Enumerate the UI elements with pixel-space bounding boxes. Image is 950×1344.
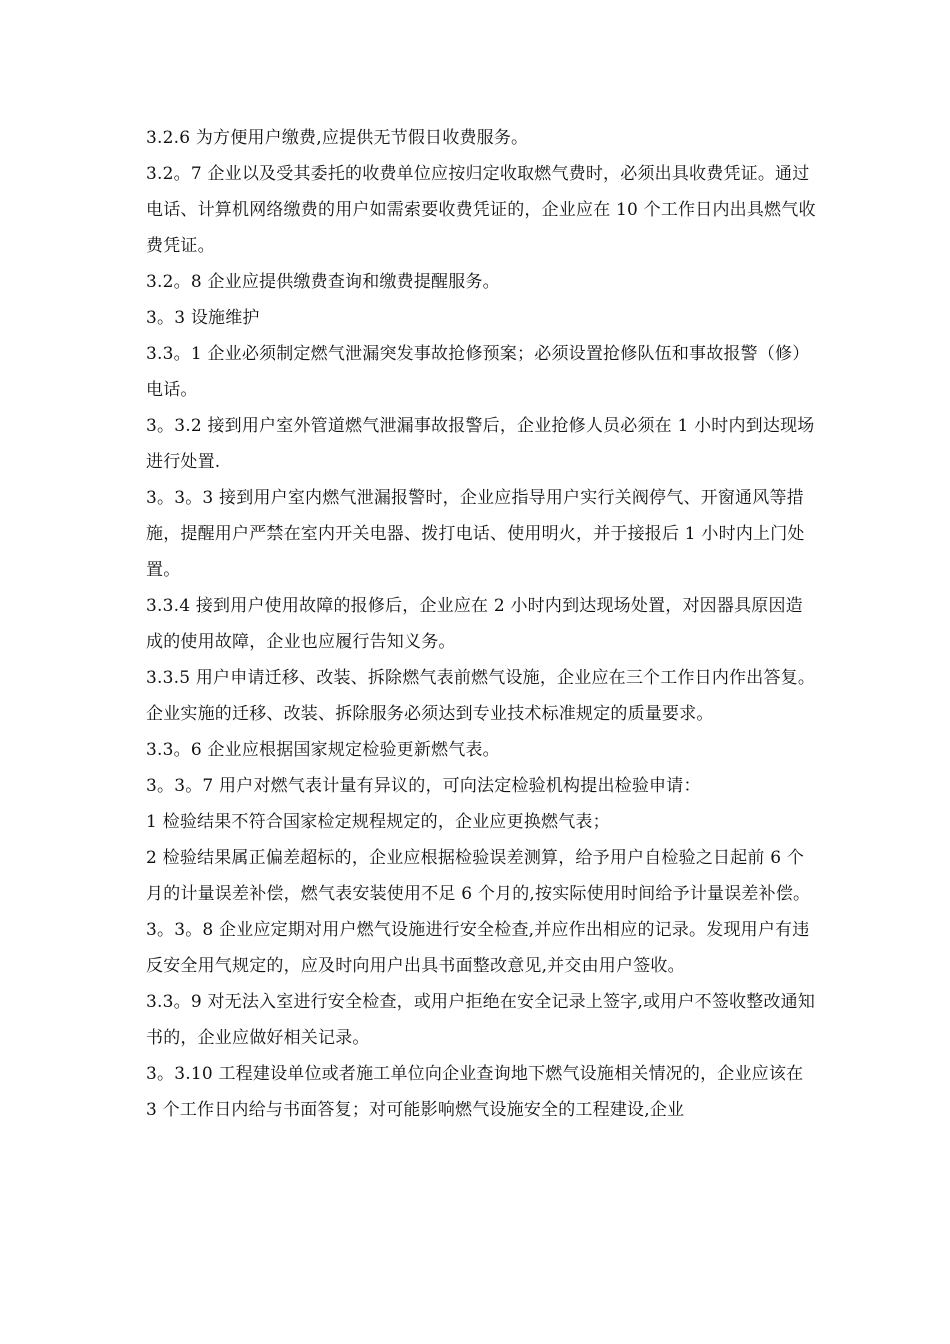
section-heading-3-3: 3。3 设施维护 [146, 308, 260, 328]
document-body [146, 120, 818, 1128]
list-item-2: 2 检验结果属正偏差超标的，企业应根据检验误差测算，给予用户自检验之日起前 6 个月的计量误差补偿，燃气表安装使用不足 6 个月的,按实际使用时间给予计量误差补偿。 [146, 848, 811, 904]
paragraph-3-2-8: 3.2。8 企业应提供缴费查询和缴费提醒服务。 [146, 272, 500, 292]
paragraph-3-2-7: 3.2。7 企业以及受其委托的收费单位应按归定收取燃气费时，必须出具收费凭证。通过电话、计算机网络缴费的用户如需索要收费凭证的，企业应在 10 个工作日内出具燃气收费凭证。 [146, 164, 816, 256]
paragraph-3-3-10: 3。3.10 工程建设单位或者施工单位向企业查询地下燃气设施相关情况的，企业应该在 3 个工作日内给与书面答复；对可能影响燃气设施安全的工程建设,企业 [146, 1064, 804, 1120]
paragraph-3-3-5: 3.3.5 用户申请迁移、改装、拆除燃气表前燃气设施，企业应在三个工作日内作出答复。企业实施的迁移、改装、拆除服务必须达到专业技术标准规定的质量要求。 [146, 668, 816, 724]
paragraph-3-3-7: 3。3。7 用户对燃气表计量有异议的，可向法定检验机构提出检验申请： [146, 776, 701, 796]
paragraph-3-3-3: 3。3。3 接到用户室内燃气泄漏报警时，企业应指导用户实行关阀停气、开窗通风等措施，提醒用户严禁在室内开关电器、拨打电话、使用明火，并于接报后 1 小时内上门处置。 [146, 488, 805, 580]
list-item-1: 1 检验结果不符合国家检定规程规定的，企业应更换燃气表； [146, 812, 610, 832]
paragraph-3-3-2: 3。3.2 接到用户室外管道燃气泄漏事故报警后，企业抢修人员必须在 1 小时内到达现场进行处置. [146, 416, 815, 472]
paragraph-3-2-6: 3.2.6 为方便用户缴费,应提供无节假日收费服务。 [146, 128, 529, 148]
paragraph-3-3-9: 3.3。9 对无法入室进行安全检查，或用户拒绝在安全记录上签字,或用户不签收整改通知书的，企业应做好相关记录。 [146, 992, 816, 1048]
paragraph-3-3-4: 3.3.4 接到用户使用故障的报修后，企业应在 2 小时内到达现场处置，对因器具原因造成的使用故障，企业也应履行告知义务。 [146, 596, 803, 652]
paragraph-3-3-8: 3。3。8 企业应定期对用户燃气设施进行安全检查,并应作出相应的记录。发现用户有违反安全用气规定的，应及时向用户出具书面整改意见,并交由用户签收。 [146, 920, 810, 976]
paragraph-3-3-6: 3.3。6 企业应根据国家规定检验更新燃气表。 [146, 740, 500, 760]
paragraph-3-3-1: 3.3。1 企业必须制定燃气泄漏突发事故抢修预案；必须设置抢修队伍和事故报警（修）电话。 [146, 344, 810, 400]
